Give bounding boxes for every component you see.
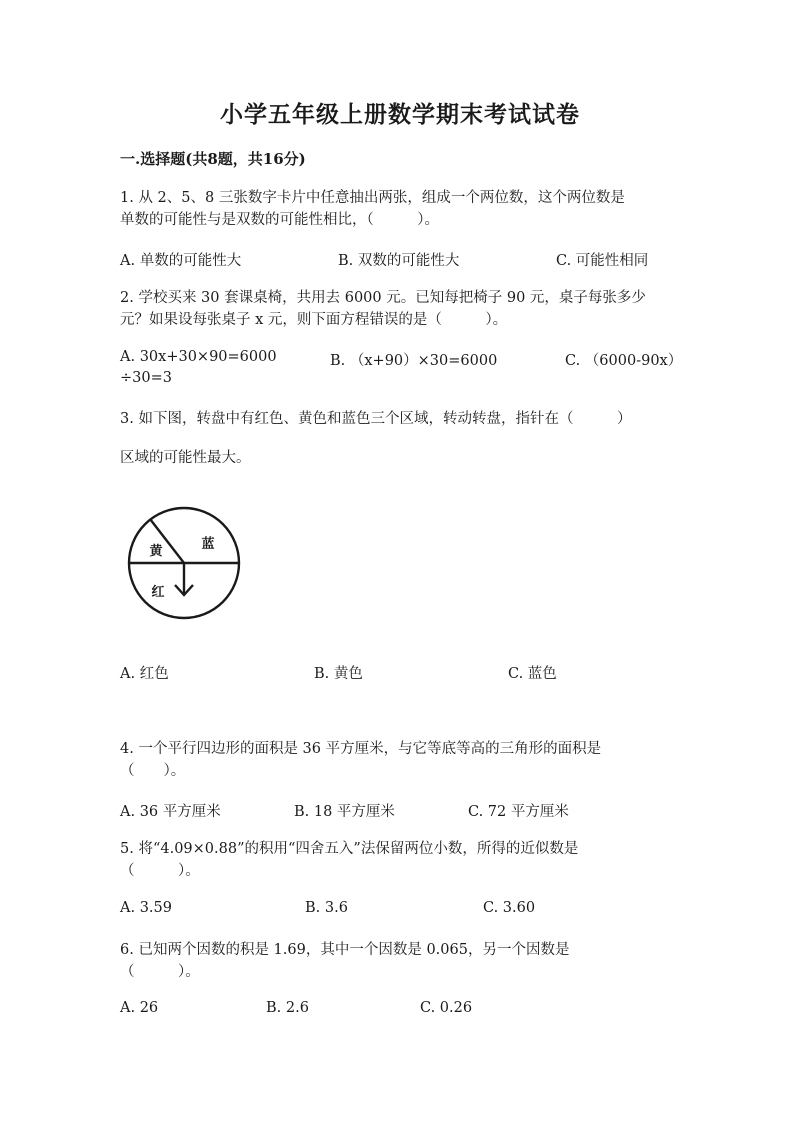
question-5-line-1: 5. 将“4.09×0.88”的积用“四舍五入”法保留两位小数，所得的近似数是 [120,841,579,857]
question-6-option-c[interactable]: C. 0.26 [420,1000,473,1016]
question-4-line-2: （ ）。 [120,763,186,779]
spinner-figure [120,500,250,630]
question-1-option-a[interactable]: A. 单数的可能性大 [120,253,242,269]
spinner-label-blue: 蓝 [201,537,215,552]
question-4-option-a[interactable]: A. 36 平方厘米 [120,804,221,820]
question-6-text [120,939,569,983]
question-2-line-1: 2. 学校买来 30 套课桌椅，共用去 6000 元。已知每把椅子 90 元，桌子每张多少 [120,290,646,306]
question-3-option-a[interactable]: A. 红色 [120,666,169,682]
question-6-option-b[interactable]: B. 2.6 [266,1000,309,1016]
question-5-option-a[interactable]: A. 3.59 [120,900,172,916]
question-1-option-c[interactable]: C. 可能性相同 [556,253,649,269]
section-heading: 一.选择题(共8题，共16分) [120,150,306,168]
question-2-option-b[interactable]: B. （x+90）×30=6000 [330,353,498,369]
question-4-option-b[interactable]: B. 18 平方厘米 [294,804,395,820]
question-4-line-1: 4. 一个平行四边形的面积是 36 平方厘米，与它等底等高的三角形的面积是 [120,741,602,757]
question-6-line-2: （ ）。 [120,964,200,980]
question-6-line-1: 6. 已知两个因数的积是 1.69，其中一个因数是 0.065，另一个因数是 [120,942,570,958]
question-3-option-b[interactable]: B. 黄色 [314,666,363,682]
spinner-label-yellow: 黄 [149,544,163,559]
question-6-option-a[interactable]: A. 26 [120,1000,159,1016]
question-3-line-2: 区域的可能性最大。 [120,450,251,466]
question-3-line-1: 3. 如下图，转盘中有红色、黄色和蓝色三个区域，转动转盘，指针在（ ） [120,411,632,427]
question-5-option-c[interactable]: C. 3.60 [483,900,536,916]
page-title: 小学五年级上册数学期末考试试卷 [220,101,580,128]
question-2-option-c[interactable]: C. （6000-90x） [565,353,683,369]
question-2-option-a[interactable]: A. 30x+30×90=6000 [120,349,277,365]
question-4-text [120,738,601,782]
question-2-option-c-continued: ÷30=3 [120,370,172,386]
question-5-option-b[interactable]: B. 3.6 [305,900,348,916]
question-3-option-c[interactable]: C. 蓝色 [508,666,557,682]
question-1-line-1: 1. 从 2、5、8 三张数字卡片中任意抽出两张，组成一个两位数，这个两位数是 [120,190,625,206]
question-1-option-b[interactable]: B. 双数的可能性大 [338,253,460,269]
question-2-line-2: 元？如果设每张桌子 x 元，则下面方程错误的是（ ）。 [120,312,508,328]
question-1-line-2: 单数的可能性与是双数的可能性相比，（ ）。 [120,212,439,228]
question-5-text [120,838,578,882]
question-1-text [120,187,625,231]
spinner-label-red: 红 [151,585,165,600]
question-4-option-c[interactable]: C. 72 平方厘米 [468,804,569,820]
question-5-line-2: （ ）。 [120,863,200,879]
question-2-text [120,287,646,331]
